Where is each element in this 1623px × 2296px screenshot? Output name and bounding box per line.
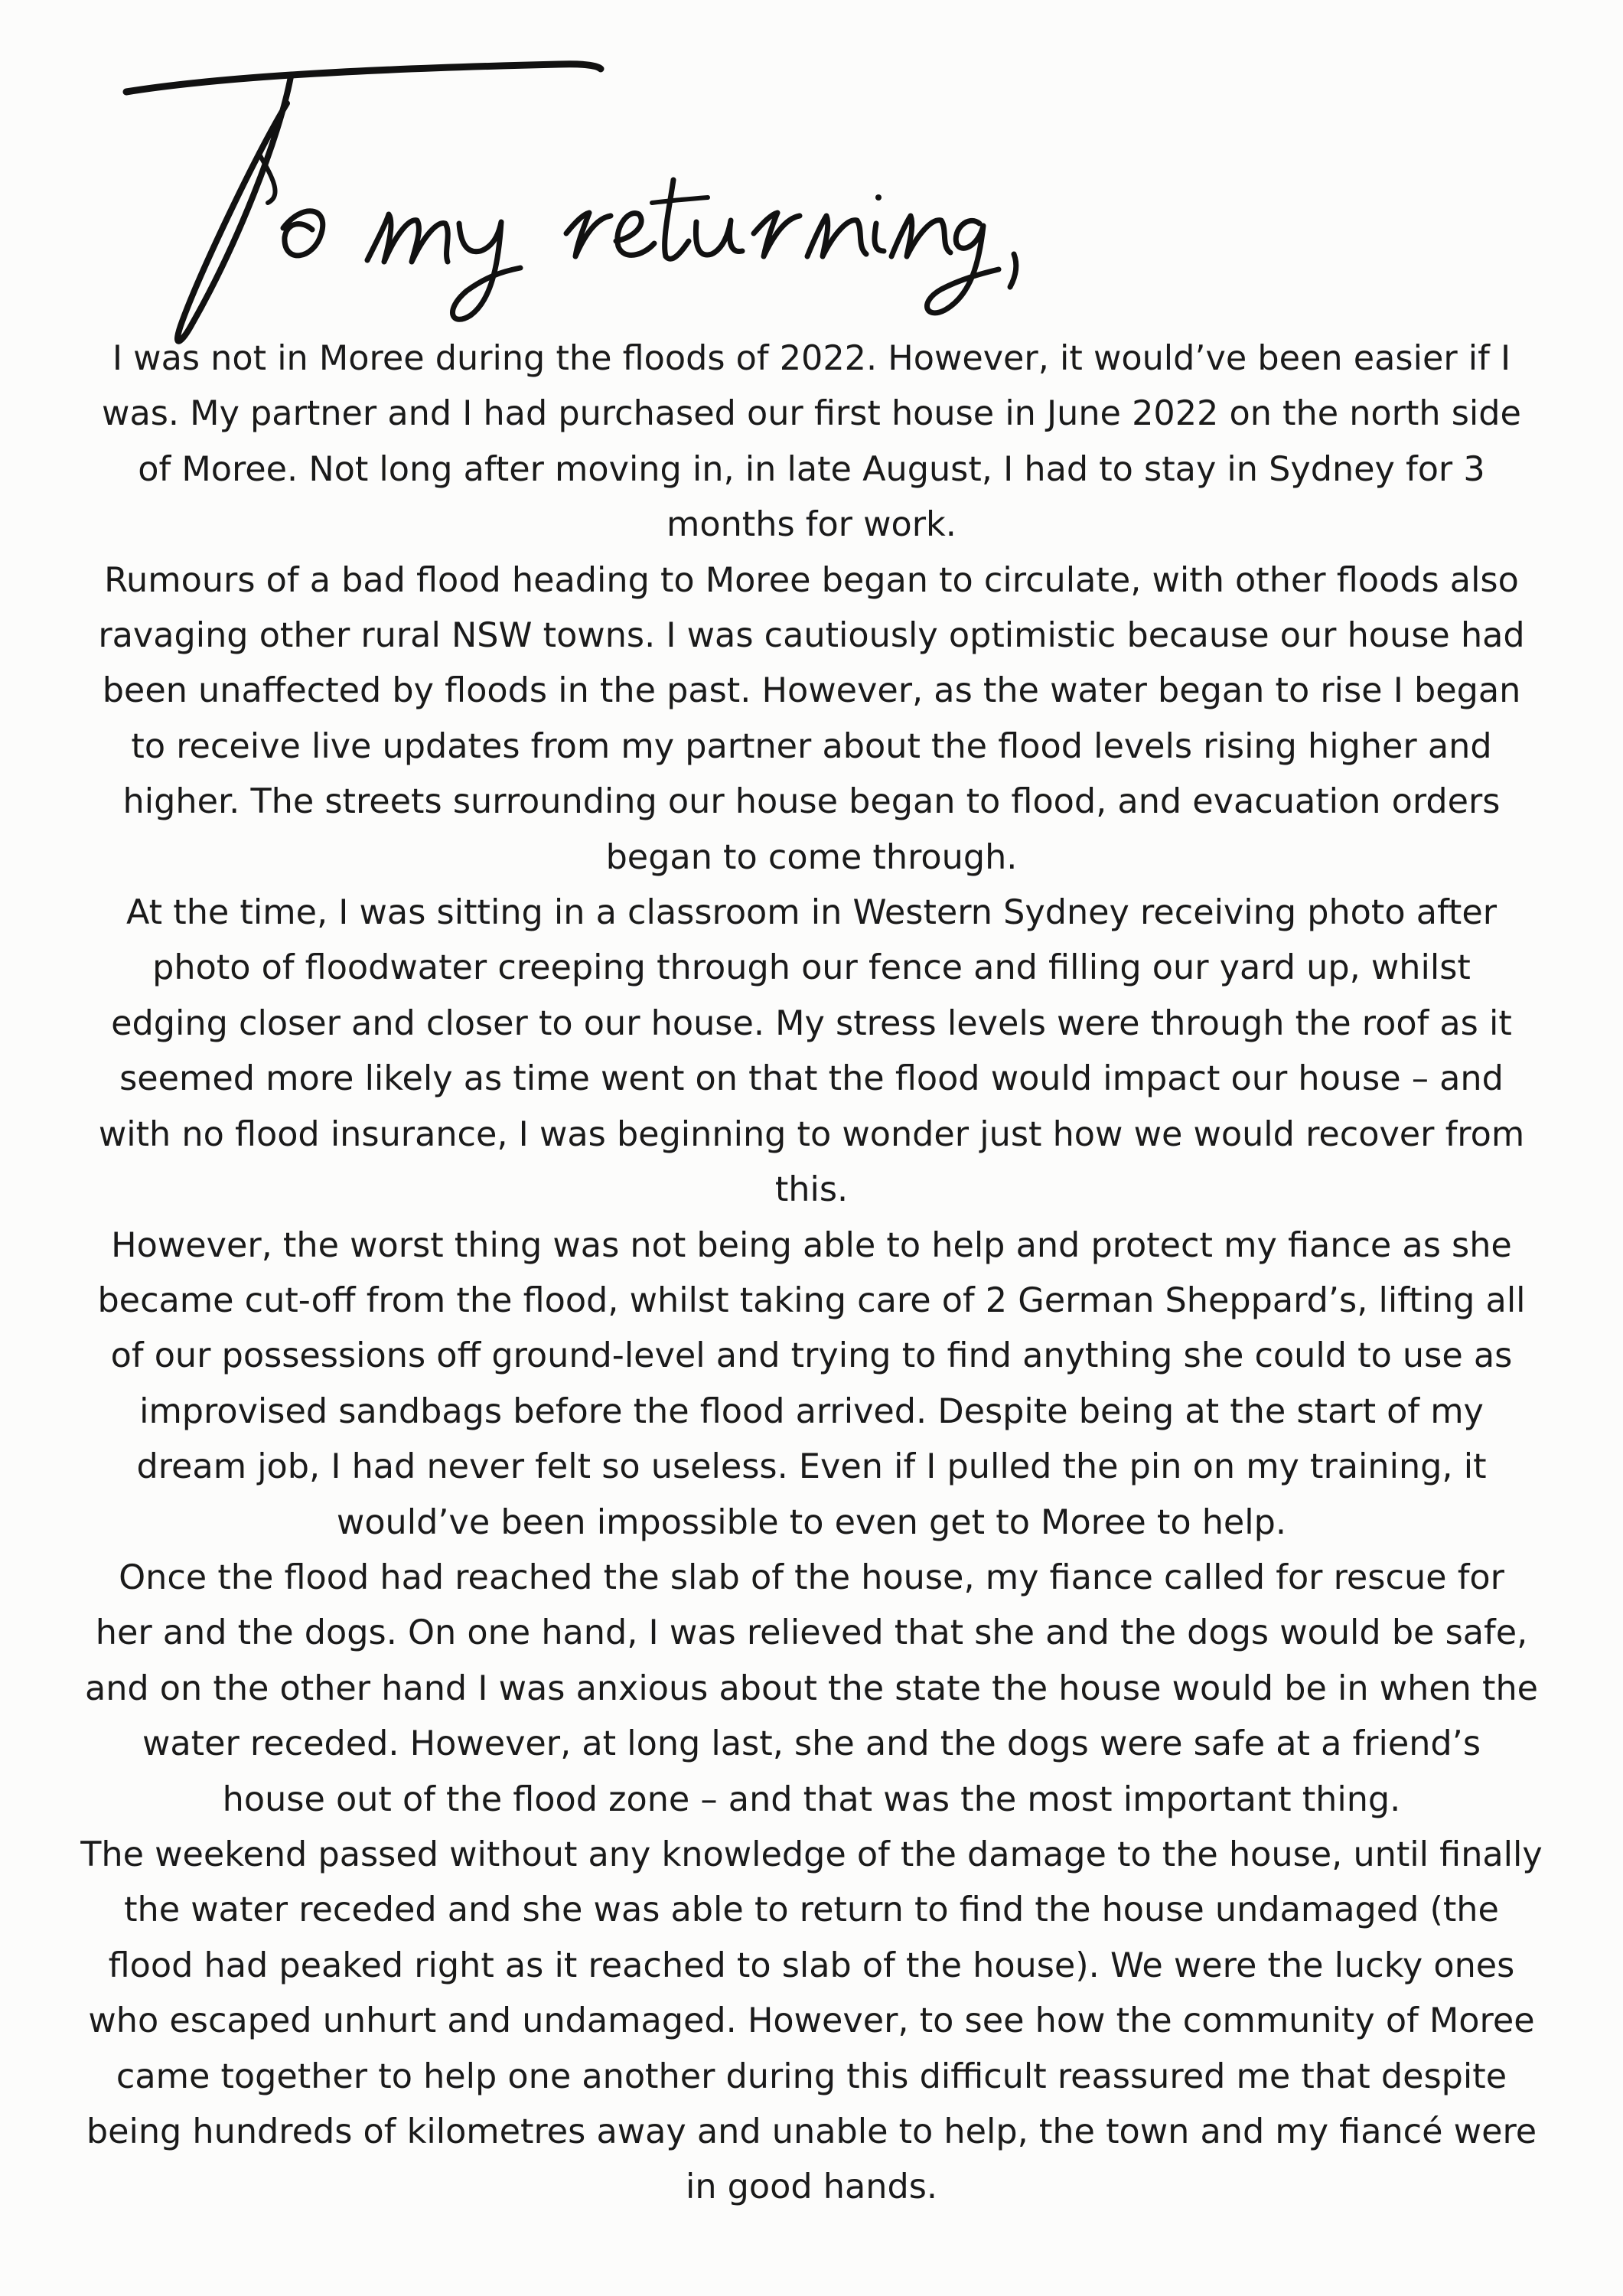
text-line: who escaped unhurt and undamaged. However, to see how the community of Moree xyxy=(88,2001,1535,2041)
text-line: of our possessions off ground-level and trying to find anything she could to use as xyxy=(110,1336,1513,1376)
text-line: ravaging other rural NSW towns. I was cautiously optimistic because our house had xyxy=(98,616,1525,656)
paragraph xyxy=(73,331,1550,553)
text-line: came together to help one another during this difficult reassured me that despite xyxy=(116,2056,1507,2096)
text-line: her and the dogs. On one hand, I was relieved that she and the dogs would be safe, xyxy=(95,1613,1528,1653)
text-line: Once the flood had reached the slab of the house, my fiance called for rescue for xyxy=(119,1557,1504,1597)
text-line: the water receded and she was able to return to find the house undamaged (the xyxy=(124,1890,1499,1930)
text-line: in good hands. xyxy=(685,2167,938,2207)
text-line: would’ve been impossible to even get to Moree to help. xyxy=(336,1502,1287,1542)
text-line: edging closer and closer to our house. My stress levels were through the roof as it xyxy=(111,1003,1512,1043)
text-line: water receded. However, at long last, she and the dogs were safe at a friend’s xyxy=(142,1724,1481,1764)
text-line: being hundreds of kilometres away and unable to help, the town and my fiancé were xyxy=(86,2112,1537,2151)
paragraph xyxy=(73,553,1550,885)
text-line: improvised sandbags before the flood arrived. Despite being at the start of my xyxy=(139,1391,1484,1431)
text-line: dream job, I had never felt so useless. Even if I pulled the pin on my training, it xyxy=(136,1447,1487,1487)
text-line: At the time, I was sitting in a classroom in Western Sydney receiving photo after xyxy=(126,893,1497,933)
text-line: seemed more likely as time went on that the flood would impact our house – and xyxy=(119,1059,1504,1099)
paragraph xyxy=(73,1218,1550,1551)
paragraph xyxy=(73,885,1550,1218)
text-line: house out of the flood zone – and that was the most important thing. xyxy=(222,1779,1401,1819)
text-line: The weekend passed without any knowledge of the damage to the house, until finally xyxy=(80,1835,1543,1874)
text-line: began to come through. xyxy=(605,837,1018,877)
letter-body xyxy=(73,331,1550,2216)
text-line: with no flood insurance, I was beginning to wonder just how we would recover from xyxy=(98,1114,1525,1154)
text-line: and on the other hand I was anxious about the state the house would be in when the xyxy=(84,1668,1539,1708)
text-line: months for work. xyxy=(666,505,957,545)
text-line: of Moree. Not long after moving in, in late August, I had to stay in Sydney for 3 xyxy=(138,449,1485,489)
text-line: was. My partner and I had purchased our first house in June 2022 on the north side xyxy=(102,394,1521,434)
paragraph xyxy=(73,1828,1550,2216)
paragraph xyxy=(73,1551,1550,1828)
text-line: flood had peaked right as it reached to slab of the house). We were the lucky ones xyxy=(108,1945,1515,1985)
text-line: I was not in Moree during the floods of 2022. However, it would’ve been easier if I xyxy=(112,339,1511,378)
handwritten-title xyxy=(107,46,1025,352)
text-line: been unaffected by floods in the past. However, as the water began to rise I began xyxy=(102,671,1521,711)
text-line: this. xyxy=(774,1170,849,1210)
text-line: became cut-off from the flood, whilst taking care of 2 German Sheppard’s, lifting all xyxy=(97,1280,1526,1320)
text-line: However, the worst thing was not being able to help and protect my fiance as she xyxy=(111,1225,1512,1265)
text-line: photo of floodwater creeping through our fence and filling our yard up, whilst xyxy=(152,948,1471,988)
text-line: to receive live updates from my partner about the flood levels rising higher and xyxy=(131,726,1492,766)
text-line: Rumours of a bad flood heading to Moree began to circulate, with other floods also xyxy=(104,560,1519,600)
text-line: higher. The streets surrounding our house began to flood, and evacuation orders xyxy=(122,782,1501,822)
